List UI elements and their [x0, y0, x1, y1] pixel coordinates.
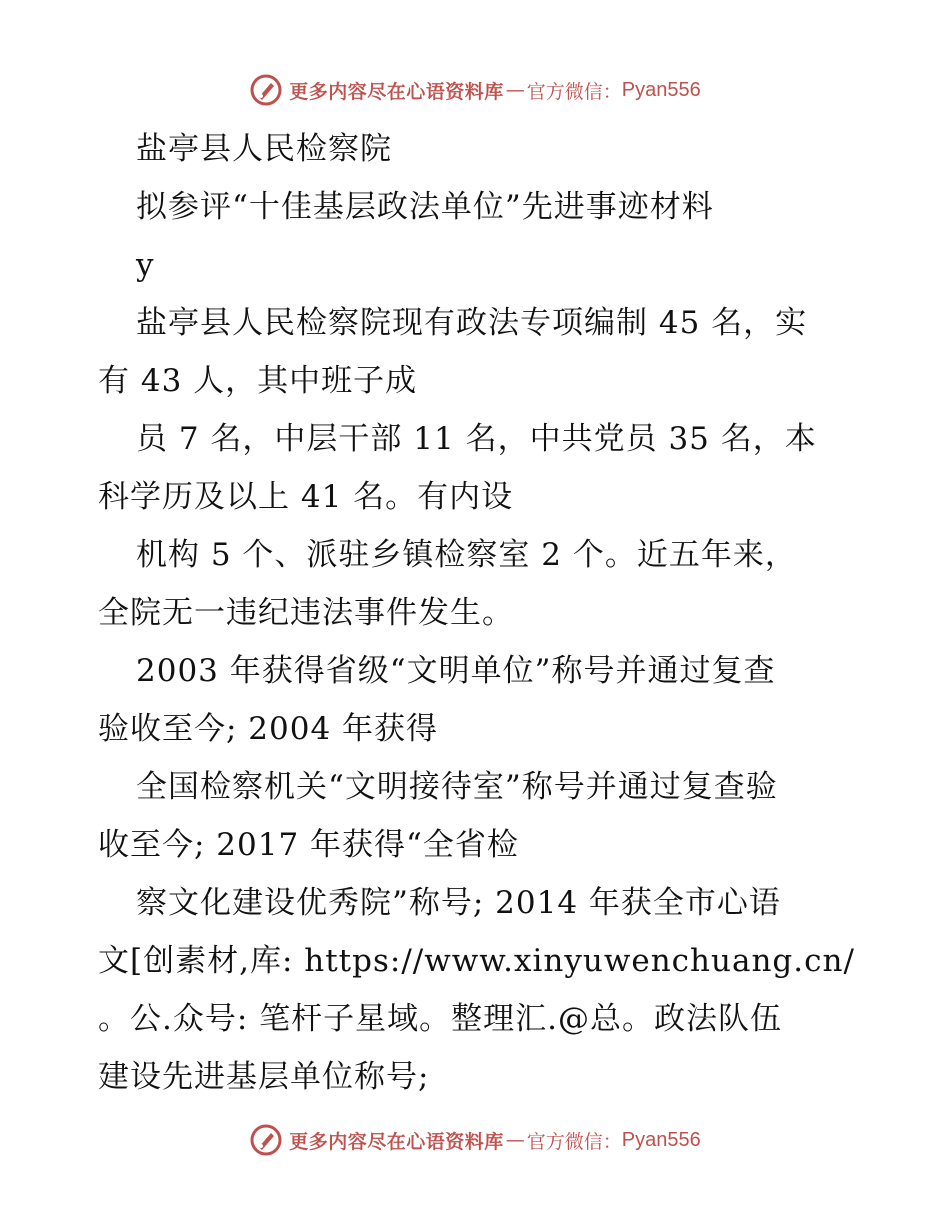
banner-main-text: 更多内容尽在心语资料库 — [289, 1130, 504, 1153]
banner-wechat-id: Pyan556 — [621, 78, 701, 101]
doc-line-stray: y — [136, 247, 155, 283]
doc-line: 建设先进基层单位称号; — [98, 1059, 430, 1095]
doc-line: 察文化建设优秀院”称号; 2014 年获全市心语 — [136, 885, 781, 921]
doc-line: 全国检察机关“文明接待室”称号并通过复查验 — [136, 769, 778, 805]
doc-line-title-org: 盐亭县人民检察院 — [136, 131, 392, 167]
banner-sub-text: 官方微信： — [526, 80, 622, 103]
pen-logo-icon — [249, 73, 283, 107]
doc-line: 全院无一违纪违法事件发生。 — [98, 595, 514, 631]
banner-dash: — — [505, 79, 525, 101]
doc-line: 2003 年获得省级“文明单位”称号并通过复查 — [136, 653, 776, 689]
doc-line: 盐亭县人民检察院现有政法专项编制 45 名，实 — [136, 305, 808, 341]
doc-line: 收至今; 2017 年获得“全省检 — [98, 827, 519, 863]
banner-dash: — — [505, 1129, 525, 1151]
doc-line: 文[创素材,库: https://www.xinyuwenchuang.cn/ — [98, 943, 855, 979]
doc-line: 科学历及以上 41 名。有内设 — [98, 479, 514, 515]
header-watermark-banner — [0, 70, 950, 110]
footer-watermark-banner — [0, 1120, 950, 1160]
doc-line: 。公.众号: 笔杆子星域。整理汇.@总。政法队伍 — [98, 1001, 783, 1037]
doc-line: 验收至今; 2004 年获得 — [98, 711, 439, 747]
doc-line: 有 43 人，其中班子成 — [98, 363, 418, 399]
banner-sub-text: 官方微信： — [526, 1130, 622, 1153]
banner-main-text: 更多内容尽在心语资料库 — [289, 80, 504, 103]
document-body — [98, 120, 858, 1106]
doc-line: 员 7 名，中层干部 11 名，中共党员 35 名，本 — [136, 421, 817, 457]
pen-logo-icon — [249, 1123, 283, 1157]
doc-line: 机构 5 个、派驻乡镇检察室 2 个。近五年来， — [136, 537, 797, 573]
doc-line-title-sub: 拟参评“十佳基层政法单位”先进事迹材料 — [136, 189, 714, 225]
banner-wechat-id: Pyan556 — [621, 1128, 701, 1151]
